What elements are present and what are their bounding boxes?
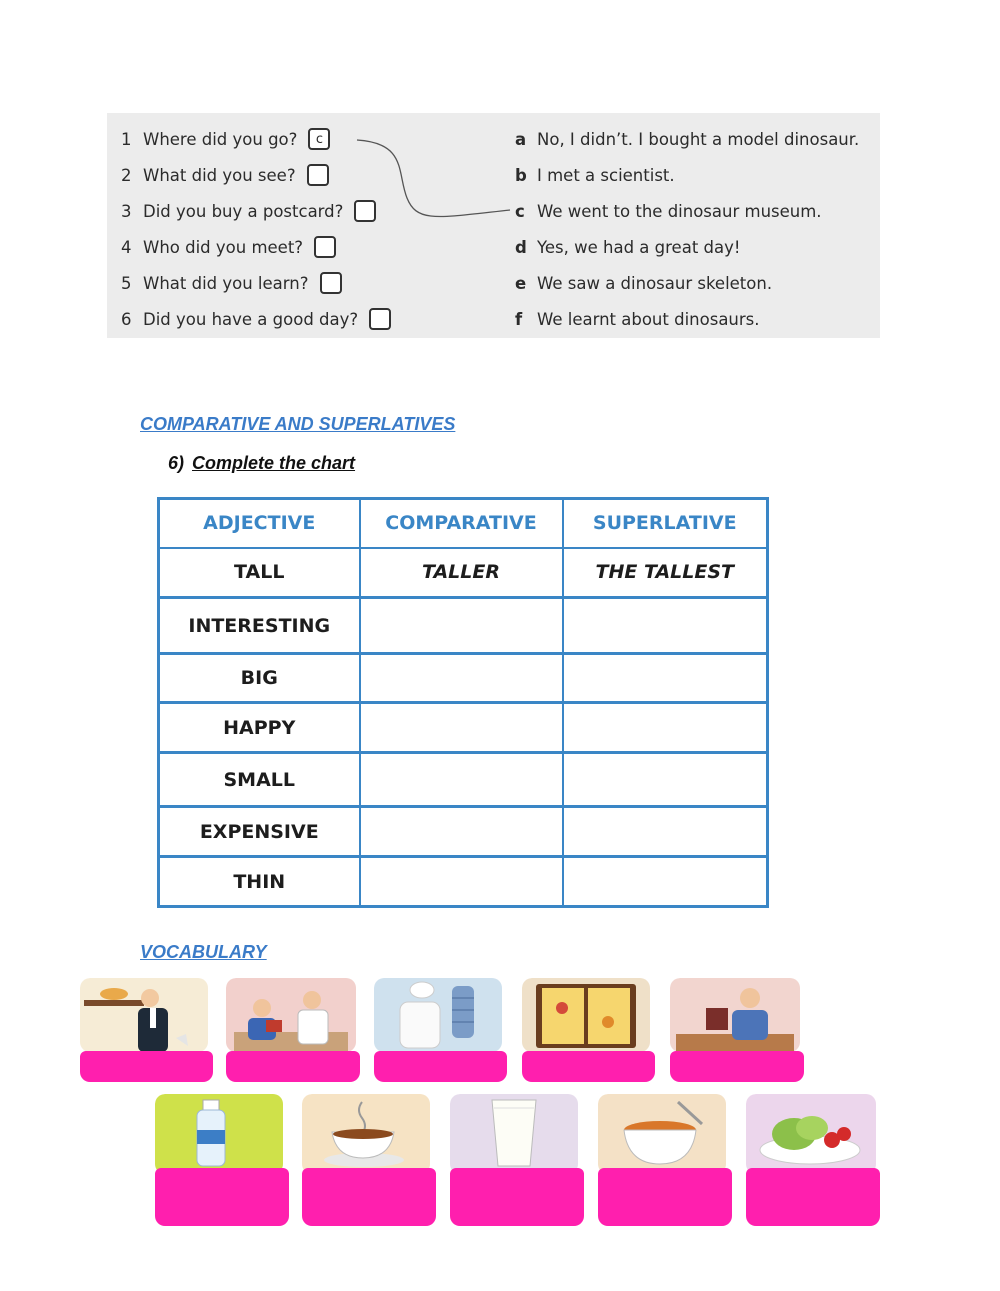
answer-box[interactable]	[369, 308, 391, 330]
header-comparative: COMPARATIVE	[360, 499, 563, 548]
answer-letter: a	[515, 129, 527, 149]
vocab-card-waiter	[80, 978, 213, 1082]
adjective-cell: SMALL	[159, 753, 360, 807]
answer-letter: b	[515, 165, 527, 185]
question-4	[121, 234, 336, 260]
vocab-answer-box[interactable]	[302, 1168, 436, 1226]
vocab-card-milk	[450, 1094, 584, 1226]
chart-row	[159, 598, 768, 654]
header-superlative: SUPERLATIVE	[563, 499, 768, 548]
answer-letter: e	[515, 273, 527, 293]
salad-picture	[746, 1094, 876, 1174]
superlative-cell[interactable]	[563, 654, 768, 703]
vocab-answer-box[interactable]	[450, 1168, 584, 1226]
answer-text: We saw a dinosaur skeleton.	[537, 273, 773, 293]
answer-b	[515, 162, 675, 188]
question-number: 3	[121, 201, 132, 221]
question-number: 2	[121, 165, 132, 185]
adjective-cell: EXPENSIVE	[159, 807, 360, 857]
vocab-answer-box[interactable]	[598, 1168, 732, 1226]
comparative-cell[interactable]	[360, 598, 563, 654]
customer-picture	[670, 978, 800, 1052]
answer-box[interactable]	[307, 164, 329, 186]
comparative-cell[interactable]	[360, 654, 563, 703]
header-adjective: ADJECTIVE	[159, 499, 360, 548]
answer-box[interactable]	[314, 236, 336, 258]
vocab-card-customer-ordering	[226, 978, 360, 1082]
answer-box[interactable]	[320, 272, 342, 294]
answer-a	[515, 126, 859, 152]
vocab-answer-box[interactable]	[80, 1051, 213, 1082]
superlative-cell[interactable]	[563, 857, 768, 907]
vocab-card-tea	[302, 1094, 436, 1226]
answer-letter: c	[515, 201, 525, 221]
question-3	[121, 198, 376, 224]
question-text: Did you buy a postcard?	[143, 201, 344, 221]
adjective-cell: HAPPY	[159, 703, 360, 753]
vocab-card-water	[155, 1094, 289, 1226]
section-title-vocabulary: VOCABULARY	[140, 942, 267, 962]
chart-row	[159, 654, 768, 703]
vocab-answer-box[interactable]	[522, 1051, 655, 1082]
answer-d	[515, 234, 741, 260]
answer-text: I met a scientist.	[537, 165, 675, 185]
answer-c	[515, 198, 822, 224]
question-number: 6	[121, 309, 132, 329]
question-text: Where did you go?	[143, 129, 298, 149]
vocab-card-soup	[598, 1094, 732, 1226]
section-title-comparatives: COMPARATIVE AND SUPERLATIVES	[140, 414, 456, 434]
glass-of-milk-picture	[450, 1094, 578, 1174]
comparative-cell: TALLER	[360, 548, 563, 598]
chart-header-row	[159, 499, 768, 548]
question-5	[121, 270, 342, 296]
adjective-cell: THIN	[159, 857, 360, 907]
question-number: 4	[121, 237, 132, 257]
chart-row	[159, 753, 768, 807]
question-2	[121, 162, 329, 188]
vocab-card-salad	[746, 1094, 880, 1226]
question-text: What did you see?	[143, 165, 296, 185]
vocab-card-customer	[670, 978, 804, 1082]
answer-box[interactable]: c	[308, 128, 330, 150]
answer-text: We went to the dinosaur museum.	[537, 201, 822, 221]
cup-of-tea-picture	[302, 1094, 430, 1174]
answer-letter: d	[515, 237, 527, 257]
waiter-picture	[80, 978, 208, 1052]
answer-f	[515, 306, 760, 332]
adjective-cell: TALL	[159, 548, 360, 598]
vocab-answer-box[interactable]	[155, 1168, 289, 1226]
question-text: Who did you meet?	[143, 237, 304, 257]
vocab-answer-box[interactable]	[374, 1051, 507, 1082]
vocab-answer-box[interactable]	[746, 1168, 880, 1226]
answer-e	[515, 270, 772, 296]
task-heading	[168, 453, 355, 474]
chef-clothes-picture	[374, 978, 502, 1052]
water-bottle-picture	[155, 1094, 283, 1174]
matching-exercise	[107, 113, 880, 338]
answer-box[interactable]	[354, 200, 376, 222]
chart-row	[159, 807, 768, 857]
answer-letter: f	[515, 309, 523, 329]
answer-text: Yes, we had a great day!	[537, 237, 741, 257]
superlative-cell[interactable]	[563, 753, 768, 807]
superlative-cell: THE TALLEST	[563, 548, 768, 598]
question-number: 5	[121, 273, 132, 293]
vocab-card-chef-clothes	[374, 978, 507, 1082]
chart-row	[159, 857, 768, 907]
chart-row	[159, 548, 768, 598]
task-label: Complete the chart	[192, 453, 356, 473]
customer-ordering-picture	[226, 978, 356, 1052]
comparative-cell[interactable]	[360, 703, 563, 753]
chart-row	[159, 703, 768, 753]
comparative-cell[interactable]	[360, 857, 563, 907]
vocab-card-menu	[522, 978, 655, 1082]
vocab-answer-box[interactable]	[670, 1051, 804, 1082]
question-6	[121, 306, 391, 332]
menu-picture	[522, 978, 650, 1052]
vocab-answer-box[interactable]	[226, 1051, 360, 1082]
comparative-chart	[157, 497, 769, 908]
question-text: What did you learn?	[143, 273, 309, 293]
superlative-cell[interactable]	[563, 598, 768, 654]
answer-text: No, I didn’t. I bought a model dinosaur.	[537, 129, 860, 149]
question-1	[121, 126, 330, 152]
question-text: Did you have a good day?	[143, 309, 359, 329]
superlative-cell[interactable]	[563, 807, 768, 857]
comparative-cell[interactable]	[360, 753, 563, 807]
superlative-cell[interactable]	[563, 703, 768, 753]
question-number: 1	[121, 129, 132, 149]
task-number: 6)	[168, 453, 185, 473]
adjective-cell: INTERESTING	[159, 598, 360, 654]
adjective-cell: BIG	[159, 654, 360, 703]
bowl-of-soup-picture	[598, 1094, 726, 1174]
comparative-cell[interactable]	[360, 807, 563, 857]
answer-text: We learnt about dinosaurs.	[537, 309, 760, 329]
